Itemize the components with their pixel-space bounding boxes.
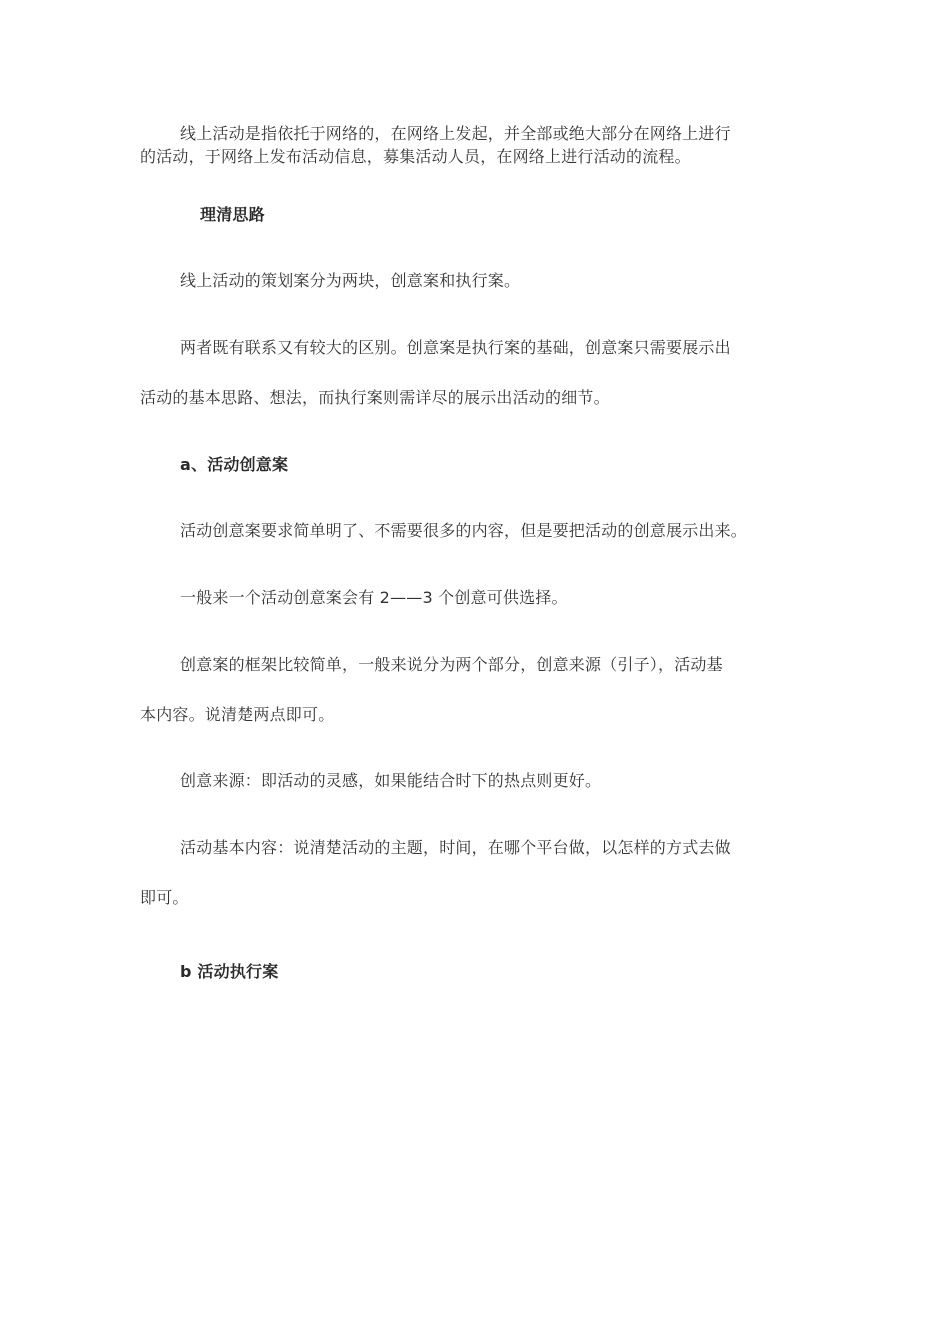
paragraph-framework-line-1: 创意案的框架比较简单，一般来说分为两个部分，创意来源（引子），活动基	[180, 655, 723, 674]
heading-a: a、活动创意案	[180, 455, 289, 474]
heading-clarify: 理清思路	[200, 205, 265, 224]
paragraph-difference-line-2: 活动的基本思路、想法，而执行案则需详尽的展示出活动的细节。	[140, 388, 610, 407]
paragraph-framework-line-2: 本内容。说清楚两点即可。	[140, 705, 335, 724]
paragraph-creative-requirements: 活动创意案要求简单明了、不需要很多的内容，但是要把活动的创意展示出来。	[180, 521, 748, 540]
paragraph-creative-count: 一般来一个活动创意案会有 2——3 个创意可供选择。	[180, 588, 568, 607]
paragraph-difference-line-1: 两者既有联系又有较大的区别。创意案是执行案的基础，创意案只需要展示出	[180, 338, 731, 357]
paragraph-intro-line-1: 线上活动是指依托于网络的，在网络上发起，并全部或绝大部分在网络上进行	[180, 124, 731, 143]
paragraph-basic-content-line-1: 活动基本内容：说清楚活动的主题，时间，在哪个平台做，以怎样的方式去做	[180, 838, 731, 857]
paragraph-two-parts: 线上活动的策划案分为两块，创意案和执行案。	[180, 271, 521, 290]
paragraph-intro-line-2: 的活动，于网络上发布活动信息，募集活动人员，在网络上进行活动的流程。	[140, 147, 691, 166]
paragraph-creative-source: 创意来源：即活动的灵感，如果能结合时下的热点则更好。	[180, 771, 602, 790]
heading-b: b 活动执行案	[180, 962, 279, 981]
paragraph-basic-content-line-2: 即可。	[140, 888, 189, 907]
